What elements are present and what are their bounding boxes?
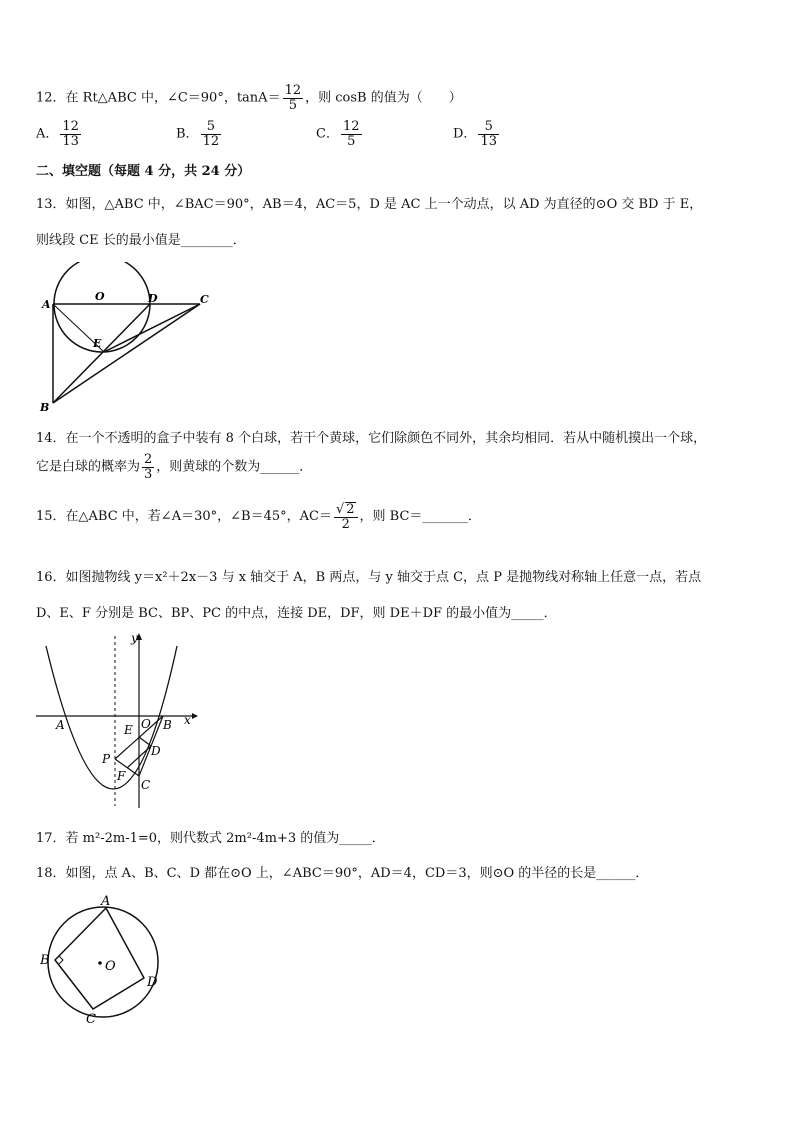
q16-label-d: D: [151, 744, 161, 758]
q13-line-bd: [53, 304, 150, 403]
q18-circle: [48, 907, 158, 1017]
q16-label-p: P: [102, 752, 111, 766]
q16-x-arrow: [192, 713, 198, 719]
q16-line1: 16．如图抛物线 y＝x²＋2x－3 与 x 轴交于 A，B 两点，与 y 轴交于点 C，点 P 是抛物线对称轴上任意一点，若点: [36, 570, 702, 585]
q18-label-b: B: [40, 953, 50, 968]
q16-label-c: C: [141, 778, 151, 792]
q13-line-bc: [53, 304, 200, 403]
q12-option-b: B． $\frac{5}{12}$: [176, 119, 220, 149]
q15-stem: 15．在△ABC 中，若∠A＝30°，∠B＝45°，AC＝ $\frac{√ 2}{2}$ ，则 BC＝_______．: [36, 502, 481, 532]
q16-label-b: B: [163, 718, 172, 732]
q18-center-dot: [98, 961, 102, 965]
q16-label-a: A: [56, 718, 65, 732]
q16-label-y: y: [131, 631, 138, 645]
q18-figure: [34, 893, 169, 1028]
q16-label-x: x: [184, 713, 191, 727]
q18-stem: 18．如图，点 A、B、C、D 都在⊙O 上，∠ABC＝90°，AD＝4，CD＝3，则⊙O 的半径的长是______．: [36, 866, 649, 881]
q16-line-de: [139, 737, 151, 746]
q13-label-a: A: [42, 298, 51, 311]
q16-label-f: F: [117, 769, 126, 783]
q13-label-d: D: [148, 292, 158, 305]
q18-quadrilateral: [55, 908, 144, 1009]
q13-label-c: C: [200, 293, 209, 306]
q18-label-d: D: [147, 975, 158, 990]
q13-circle: [54, 262, 150, 352]
q13-figure: [30, 262, 220, 417]
q12-option-a: A． $\frac{12}{13}$: [36, 119, 79, 149]
q18-label-c: C: [86, 1012, 96, 1027]
q13-label-e: E: [93, 337, 102, 350]
q13-label-o: O: [95, 290, 105, 303]
q16-label-e: E: [124, 723, 133, 737]
q13-label-b: B: [40, 401, 50, 414]
q16-parabola: [46, 646, 177, 789]
q17-stem: 17．若 m²-2m-1=0，则代数式 2m²-4m+3 的值为_____．: [36, 831, 385, 846]
q16-label-o: O: [141, 717, 151, 731]
q12-option-c: C． $\frac{12}{5}$: [316, 119, 360, 149]
q13-line2: 则线段 CE 长的最小值是________．: [36, 233, 246, 248]
q18-label-o: O: [105, 959, 116, 974]
q12-stem: 12．在 Rt△ABC 中，∠C＝90°，tanA＝ $\frac{12}{5}$ ，则 cosB 的值为（ ）: [36, 83, 462, 113]
q14-line1: 14．在一个不透明的盒子中装有 8 个白球，若干个黄球，它们除颜色不同外，其余均相同．若从中随机摸出一个球，: [36, 431, 707, 446]
section-title: 二、填空题（每题 4 分，共 24 分）: [36, 164, 251, 179]
q16-line2: D、E、F 分别是 BC、BP、PC 的中点，连接 DE，DF，则 DE＋DF 的最小值为_____．: [36, 606, 557, 621]
q16-figure: [34, 628, 199, 810]
q13-line-ec: [104, 304, 200, 352]
q18-label-a: A: [101, 894, 111, 909]
q12-option-d: D． $\frac{5}{13}$: [453, 119, 497, 149]
q12-fraction: $\frac{12}{5}$: [284, 83, 302, 113]
q14-line2: 它是白球的概率为 $\frac{2}{3}$ ，则黄球的个数为______．: [36, 452, 313, 482]
q18-right-angle-mark: [59, 956, 63, 964]
q13-line1: 13．如图，△ABC 中，∠BAC＝90°，AB＝4，AC＝5，D 是 AC 上一个动点，以 AD 为直径的⊙O 交 BD 于 E，: [36, 197, 703, 212]
